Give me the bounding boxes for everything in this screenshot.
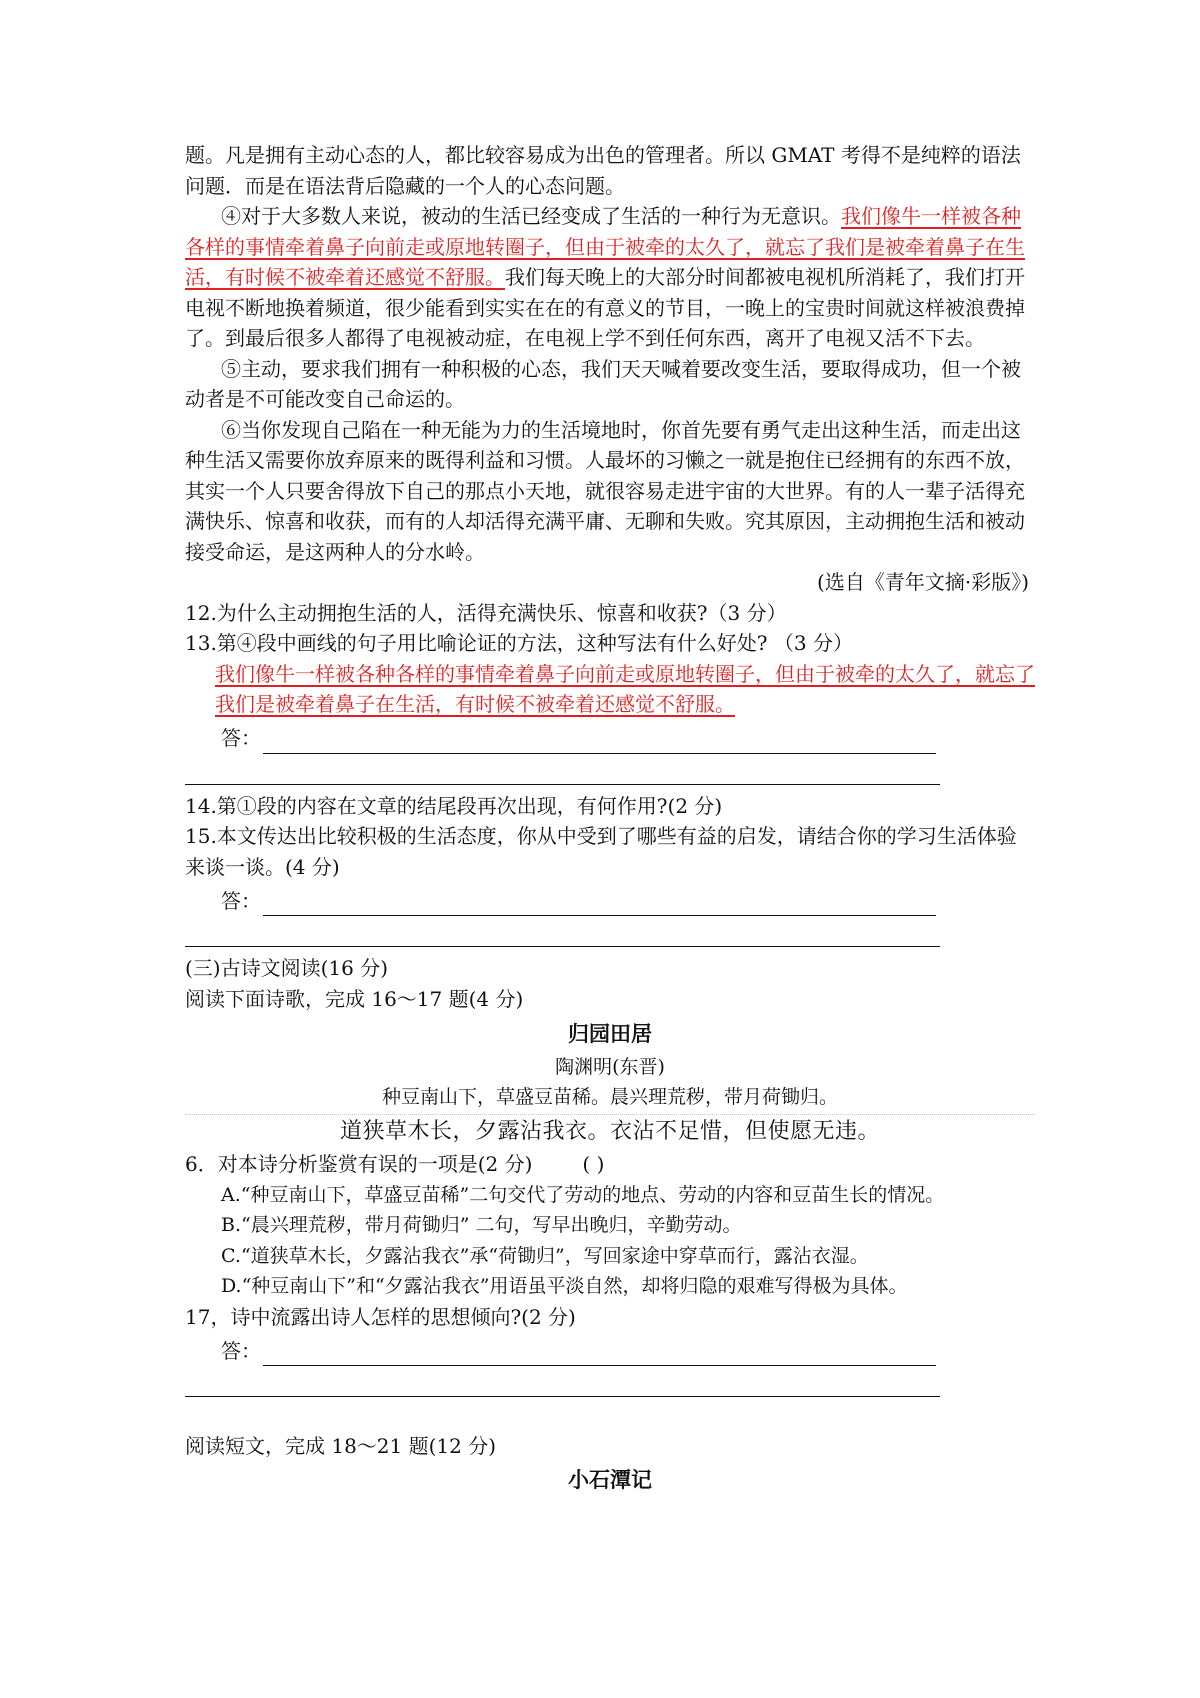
answer-row-17 <box>221 1332 1035 1366</box>
paragraph-5: ⑤主动，要求我们拥有一种积极的心态，我们天天喊着要改变生活，要取得成功，但一个被动者是不可能改变自己命运的。 <box>185 356 1021 411</box>
prose-instruction: 阅读短文，完成 18～21 题(12 分) <box>185 1434 497 1458</box>
option-d: D.“种豆南山下”和“夕露沾我衣”用语虽平淡自然，却将归隐的艰难写得极为具体。 <box>221 1275 908 1297</box>
source-citation: (选自《青年文摘·彩版》) <box>817 570 1029 594</box>
poetry-instruction: 阅读下面诗歌，完成 16～17 题(4 分) <box>185 986 524 1011</box>
question-13-quote: 我们像牛一样被各种各样的事情牵着鼻子向前走或原地转圈子，但由于被牵的太久了，就忘了我们是被牵着鼻子在生活，有时候不被牵着还感觉不舒服。 <box>215 661 1035 716</box>
underlined-metaphor-sentence: 我们像牛一样被各种各样的事情牵着鼻子向前走或原地转圈子，但由于被牵的太久了，就忘了我们是被牵着鼻子在生活，有时候不被牵着还感觉不舒服。 <box>185 204 1025 289</box>
question-6 <box>185 1149 1035 1180</box>
question-14: 14.第①段的内容在文章的结尾段再次出现，有何作用?(2 分) <box>185 793 723 818</box>
answer-row-13 <box>221 720 1035 754</box>
section-heading-poetry: (三)古诗文阅读(16 分) <box>185 956 389 980</box>
paragraph-4-rest: 我们每天晚上的大部分时间都被电视机所消耗了，我们打开电视不断地换着频道，很少能看到实实在在的有意义的节目，一晚上的宝贵时间就这样被浪费掉了。到最后很多人都得了电视被动症，在电视上学不到任何东西，离开了电视又活不下去。 <box>185 265 1025 350</box>
poem-line-1: 种豆南山下，草盛豆苗稀。晨兴理荒秽，带月荷锄归。 <box>381 1086 838 1108</box>
poem-title: 归园田居 <box>568 1022 652 1046</box>
answer-label: 答： <box>221 888 261 913</box>
poem-line-2: 道狭草木长，夕露沾我衣。衣沾不足惜，但使愿无违。 <box>339 1119 880 1144</box>
answer-line-extra[interactable] <box>185 916 940 947</box>
answer-row-15 <box>221 882 1035 916</box>
question-12: 12.为什么主动拥抱生活的人，活得充满快乐、惊喜和收获?（3 分） <box>185 600 787 625</box>
spacer <box>185 1403 1035 1431</box>
option-b: B.“晨兴理荒秽，带月荷锄归” 二句，写早出晚归，辛勤劳动。 <box>221 1214 742 1236</box>
exam-page <box>185 140 1035 1498</box>
paragraph-4 <box>185 201 1035 354</box>
answer-line-extra[interactable] <box>185 754 940 785</box>
question-13: 13.第④段中画线的句子用比喻论证的方法，这种写法有什么好处? （3 分） <box>185 631 853 655</box>
question-15: 15.本文传达出比较积极的生活态度，你从中受到了哪些有益的启发，请结合你的学习生活体验来谈一谈。(4 分) <box>185 824 1017 879</box>
answer-label: 答： <box>221 1338 261 1363</box>
paragraph-4-start: ④对于大多数人来说，被动的生活已经变成了生活的一种行为无意识。 <box>221 204 841 228</box>
poem-author: 陶渊明(东晋) <box>555 1056 665 1078</box>
question-17: 17，诗中流露出诗人怎样的思想倾向?(2 分) <box>185 1304 576 1329</box>
answer-line[interactable] <box>263 891 936 916</box>
option-c: C.“道狭草木长，夕露沾我衣”承“荷锄归”，写回家途中穿草而行，露沾衣湿。 <box>221 1244 869 1267</box>
question-6-text: 6．对本诗分析鉴赏有误的一项是(2 分) <box>185 1152 533 1176</box>
answer-line[interactable] <box>263 1341 936 1366</box>
answer-line-extra[interactable] <box>185 1366 940 1397</box>
answer-line[interactable] <box>263 729 936 754</box>
option-a: A.“种豆南山下，草盛豆苗稀”二句交代了劳动的地点、劳动的内容和豆苗生长的情况。 <box>221 1183 945 1206</box>
answer-label: 答： <box>221 726 261 750</box>
answer-parentheses[interactable]: ( ) <box>582 1152 605 1176</box>
paragraph-3-continued: 题。凡是拥有主动心态的人，都比较容易成为出色的管理者。所以 GMAT 考得不是纯粹的语法问题．而是在语法背后隐藏的一个人的心态问题。 <box>185 143 1021 198</box>
paragraph-6: ⑥当你发现自己陷在一种无能为力的生活境地时，你首先要有勇气走出这种生活，而走出这种生活又需要你放弃原来的既得利益和习惯。人最坏的习懒之一就是抱住已经拥有的东西不放，其实一个人只要舍得放下自己的那点小天地，就很容易走进宇宙的大世界。有的人一辈子活得充满快乐、惊喜和收获，而有的人却活得充满平庸、无聊和失败。究其原因，主动拥抱生活和被动接受命运，是这两种人的分水岭。 <box>185 417 1025 564</box>
prose-title: 小石潭记 <box>568 1467 652 1492</box>
